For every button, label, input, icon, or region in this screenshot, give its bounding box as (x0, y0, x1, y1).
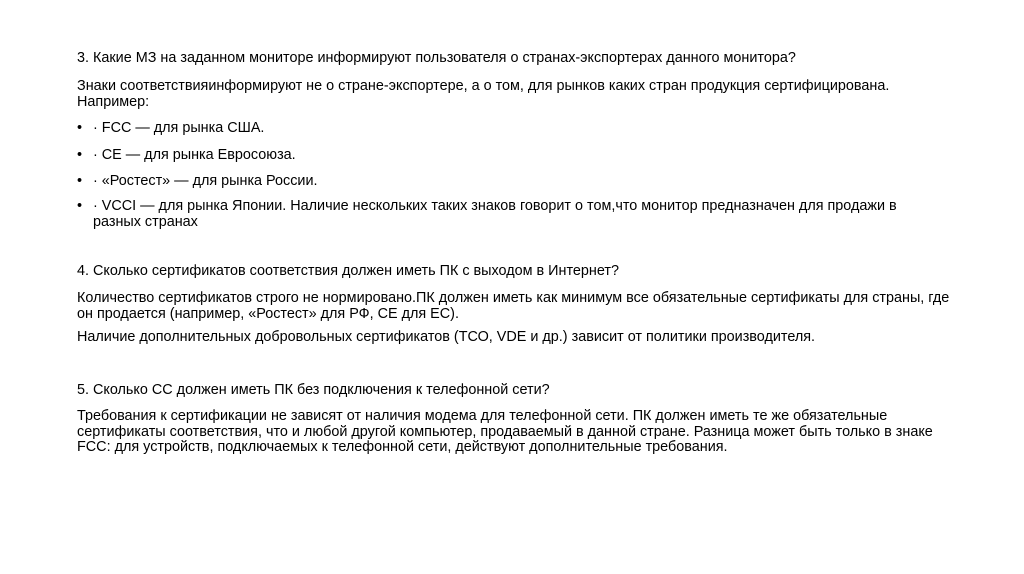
bullet-text: · VCCI — для рынка Японии. Наличие нескольких таких знаков говорит о том,что монитор предназначен для продажи в разных странах (93, 198, 897, 230)
bullet-text: · СЕ — для рынка Евросоюза. (93, 147, 296, 163)
bullet-icon: • (77, 147, 83, 163)
bullet-text: · «Ростест» — для рынка России. (93, 173, 318, 189)
answer-5: Требования к сертификации не зависят от наличия модема для телефонной сети. ПК должен иметь те же обязательные сертификаты соответствия, что и любой другой компьютер, продаваемый в данной стране. Разница может быть только в знаке FCC: для устройств, подключаемых к телефонной сети, действуют дополнительные требования. (77, 408, 933, 455)
bullet-icon: • (77, 173, 83, 189)
answer-4-extra: Наличие дополнительных добровольных сертификатов (ТСО, VDE и др.) зависит от политики производителя. (77, 329, 816, 345)
bullet-icon: • (77, 120, 83, 136)
answer-4: Количество сертификатов строго не нормировано.ПК должен иметь как минимум все обязательные сертификаты для страны, где он продается (например, «Ростест» для РФ, СЕ для ЕС). (77, 290, 950, 322)
bullet-text: · FCC — для рынка США. (93, 120, 265, 136)
question-3: 3. Какие МЗ на заданном мониторе информируют пользователя о странах-экспортерах данного монитора? (77, 50, 796, 66)
bullet-icon: • (77, 198, 83, 214)
answer-3: Знаки соответствияинформируют не о стране-экспортере, а о том, для рынков каких стран продукция сертифицирована. Например: (77, 78, 890, 110)
question-4: 4. Сколько сертификатов соответствия должен иметь ПК с выходом в Интернет? (77, 263, 619, 279)
question-5: 5. Сколько СС должен иметь ПК без подключения к телефонной сети? (77, 382, 550, 398)
